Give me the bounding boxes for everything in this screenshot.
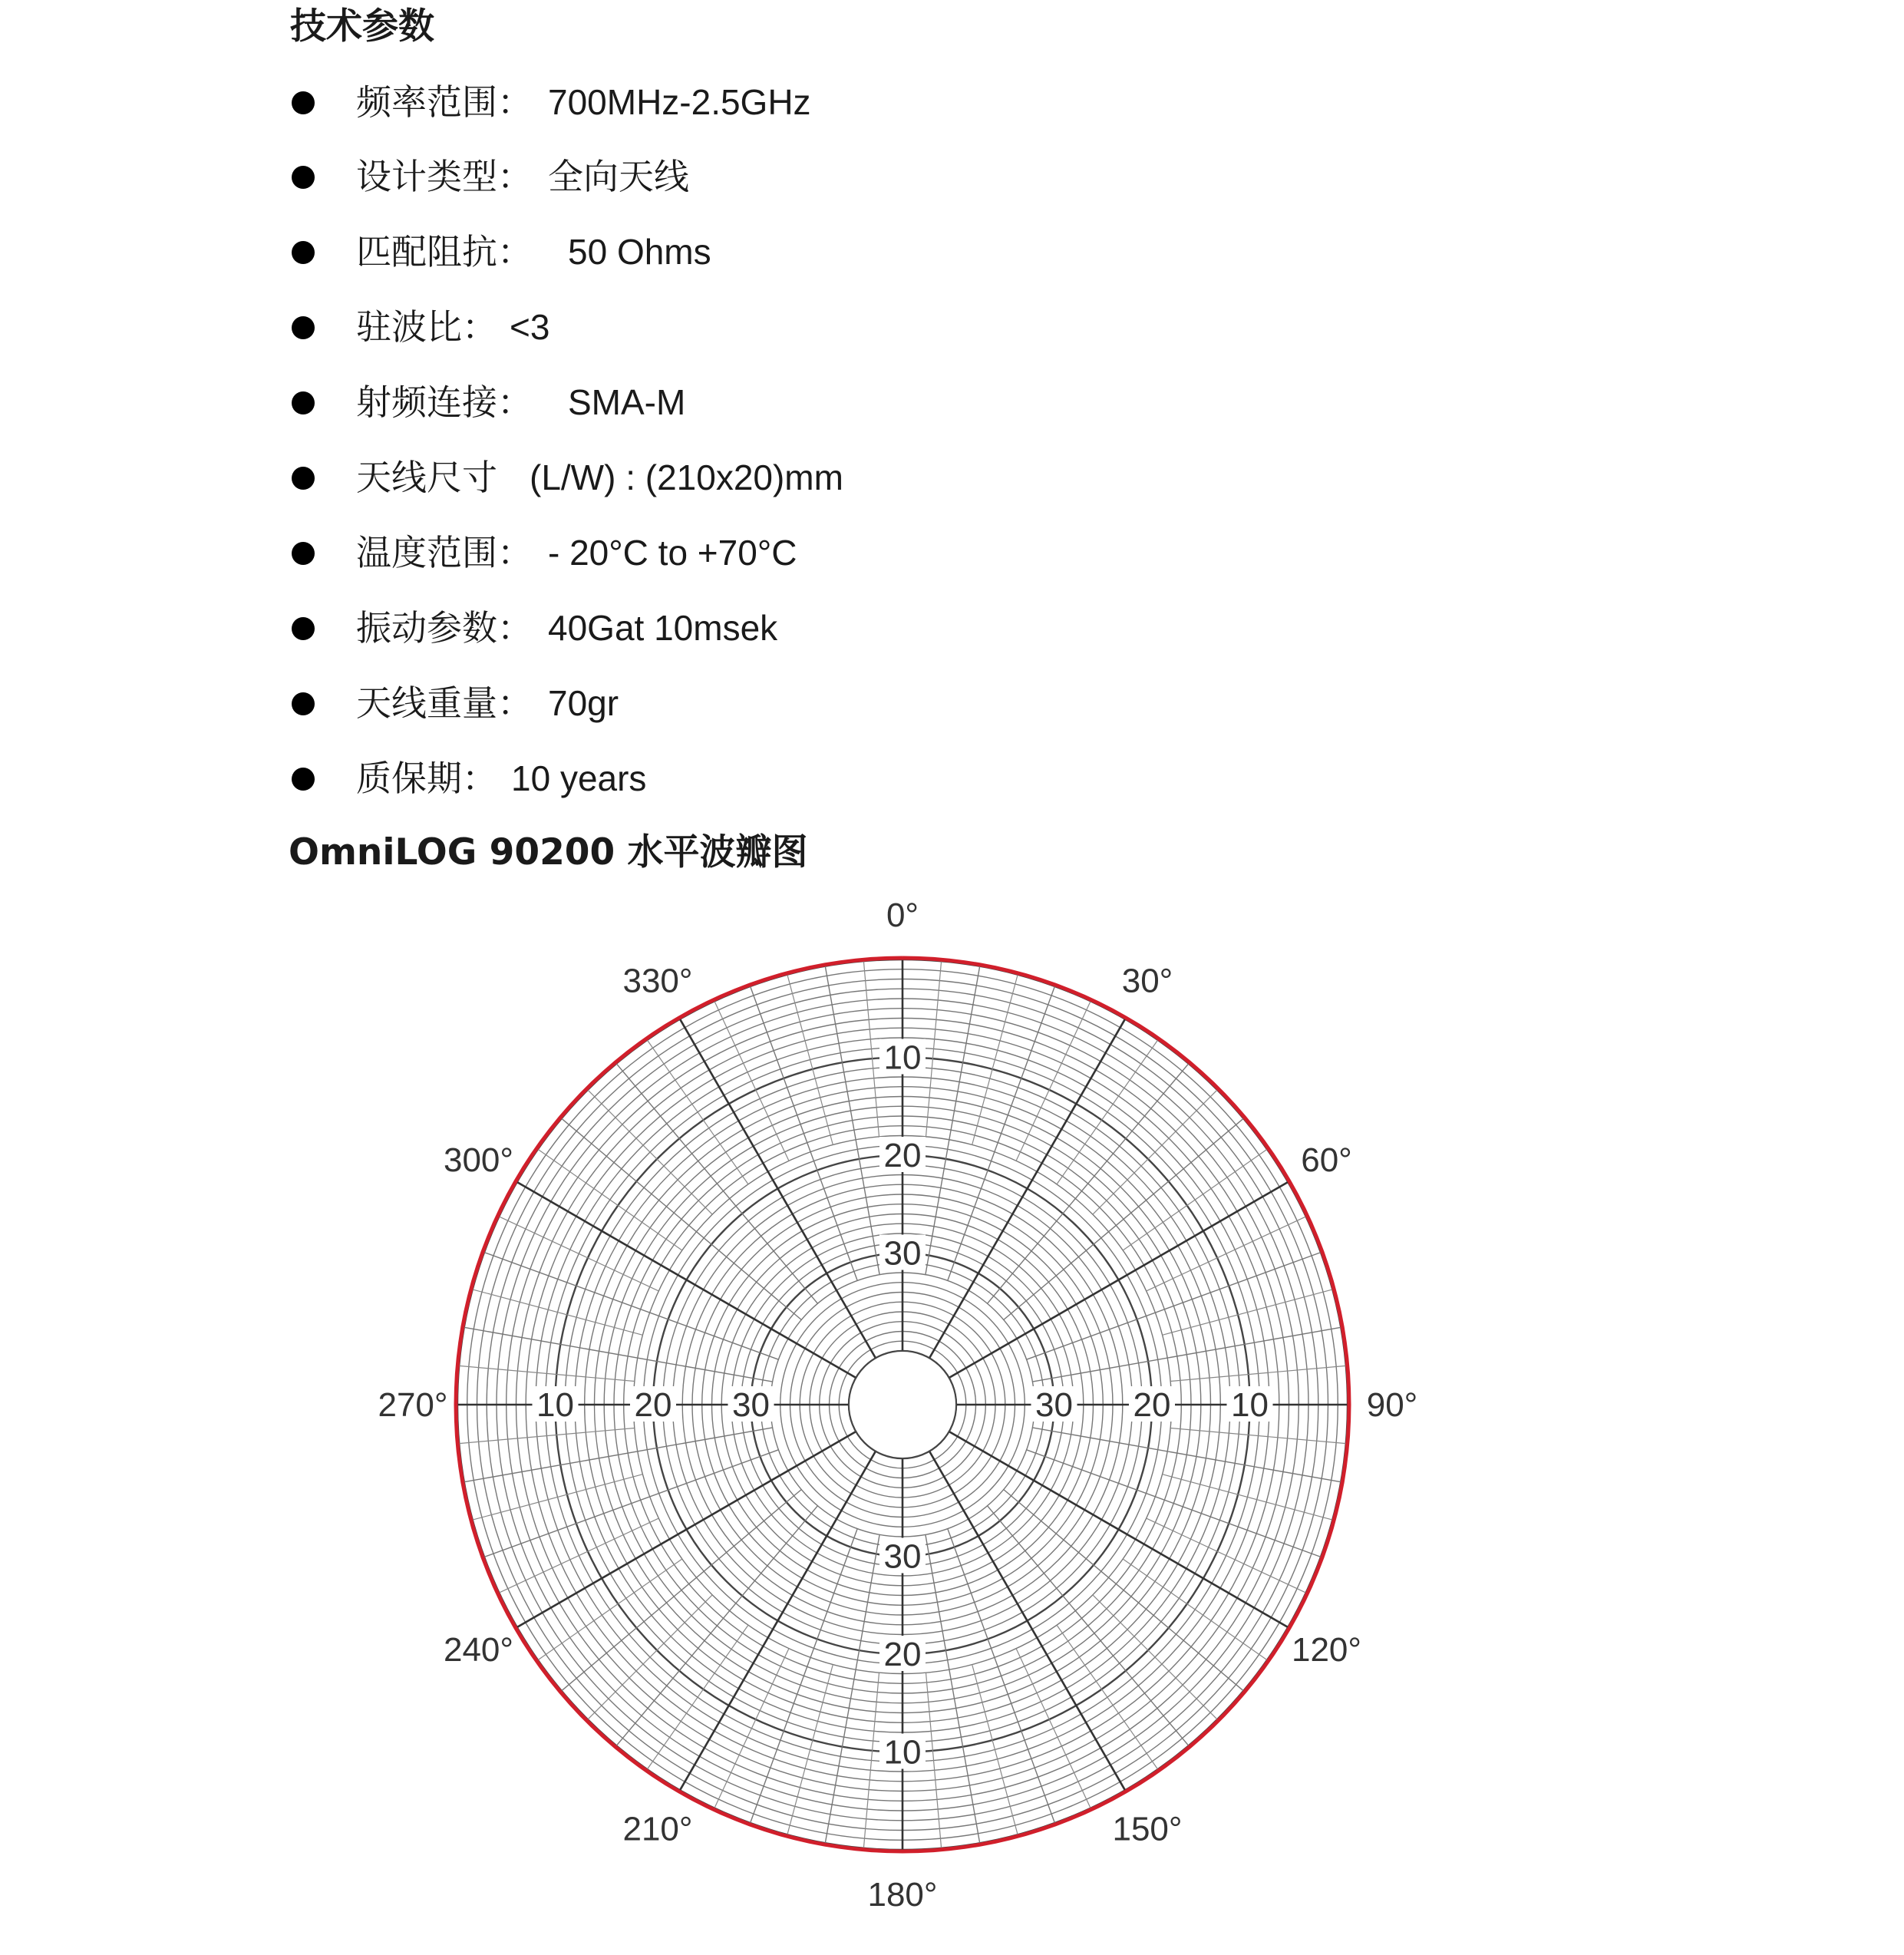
- angle-tick-label: 60°: [1301, 1141, 1352, 1179]
- minor-spoke: [787, 1665, 833, 1835]
- radial-tick-label: 30: [732, 1386, 770, 1424]
- radial-tick-label: 10: [883, 1039, 922, 1077]
- spec-value: SMA-M: [568, 382, 686, 422]
- minor-spoke: [825, 966, 879, 1275]
- radial-tick-label: 30: [883, 1234, 922, 1273]
- minor-spoke: [1032, 1428, 1341, 1482]
- spec-value: 700MHz-2.5GHz: [548, 82, 811, 122]
- spec-value: - 20°C to +70°C: [548, 533, 797, 573]
- radial-tick-label: 20: [883, 1636, 922, 1673]
- minor-spoke: [473, 1475, 643, 1520]
- minor-spoke: [464, 1428, 773, 1482]
- spec-value: 50 Ohms: [568, 232, 711, 272]
- minor-spoke: [972, 1665, 1018, 1835]
- minor-spoke: [825, 1534, 879, 1843]
- spec-label: 匹配阻抗：: [356, 231, 533, 272]
- angle-tick-label: 270°: [378, 1386, 448, 1424]
- spec-value: 全向天线: [548, 156, 689, 197]
- angle-tick-label: 300°: [443, 1141, 514, 1179]
- spec-value: <3: [510, 307, 550, 347]
- angle-tick-label: 150°: [1112, 1810, 1183, 1848]
- angle-tick-label: 90°: [1366, 1386, 1418, 1424]
- spec-label: 驻波比：: [356, 306, 497, 348]
- spec-label: 质保期：: [356, 758, 497, 799]
- radial-tick-label: 30: [1035, 1386, 1073, 1424]
- angle-tick-label: 330°: [622, 962, 693, 1000]
- minor-spoke: [926, 1534, 980, 1843]
- minor-spoke: [1032, 1327, 1341, 1382]
- minor-spoke: [926, 966, 980, 1275]
- section-heading: 技术参数: [290, 5, 434, 48]
- minor-spoke: [473, 1290, 643, 1335]
- spec-value: 70gr: [548, 683, 619, 723]
- spec-label: 振动参数：: [356, 607, 533, 649]
- chart-title: OmniLOG 90200 水平波瓣图: [289, 831, 808, 873]
- angle-tick-label: 240°: [443, 1631, 514, 1669]
- minor-spoke: [464, 1327, 773, 1382]
- radial-tick-label: 20: [634, 1386, 672, 1424]
- angle-tick-label: 30°: [1121, 962, 1173, 1000]
- radial-tick-label: 10: [1231, 1386, 1269, 1424]
- radial-tick-label: 10: [536, 1386, 574, 1424]
- spec-label: 频率范围：: [356, 81, 533, 123]
- radial-tick-label: 10: [883, 1733, 922, 1772]
- angle-tick-label: 210°: [622, 1810, 693, 1848]
- radial-tick-label: 20: [1133, 1386, 1171, 1424]
- radial-tick-label: 20: [883, 1137, 922, 1174]
- minor-spoke: [972, 975, 1018, 1145]
- angle-tick-label: 180°: [867, 1876, 938, 1914]
- spec-value: 40Gat 10msek: [548, 608, 778, 648]
- radial-tick-label: 30: [883, 1537, 922, 1576]
- spec-label: 温度范围：: [356, 532, 533, 573]
- angle-tick-label: 120°: [1291, 1631, 1362, 1669]
- minor-spoke: [787, 975, 833, 1145]
- spec-label: 天线重量：: [356, 682, 533, 724]
- spec-label: 设计类型：: [356, 156, 533, 197]
- spec-value: (L/W) : (210x20)mm: [530, 457, 843, 497]
- spec-label: 天线尺寸: [356, 457, 497, 498]
- center-hole: [849, 1351, 956, 1458]
- spec-label: 射频连接：: [356, 381, 533, 423]
- spec-value: 10 years: [511, 758, 647, 798]
- minor-spoke: [1163, 1475, 1333, 1520]
- angle-tick-label: 0°: [886, 897, 919, 934]
- minor-spoke: [1163, 1290, 1333, 1335]
